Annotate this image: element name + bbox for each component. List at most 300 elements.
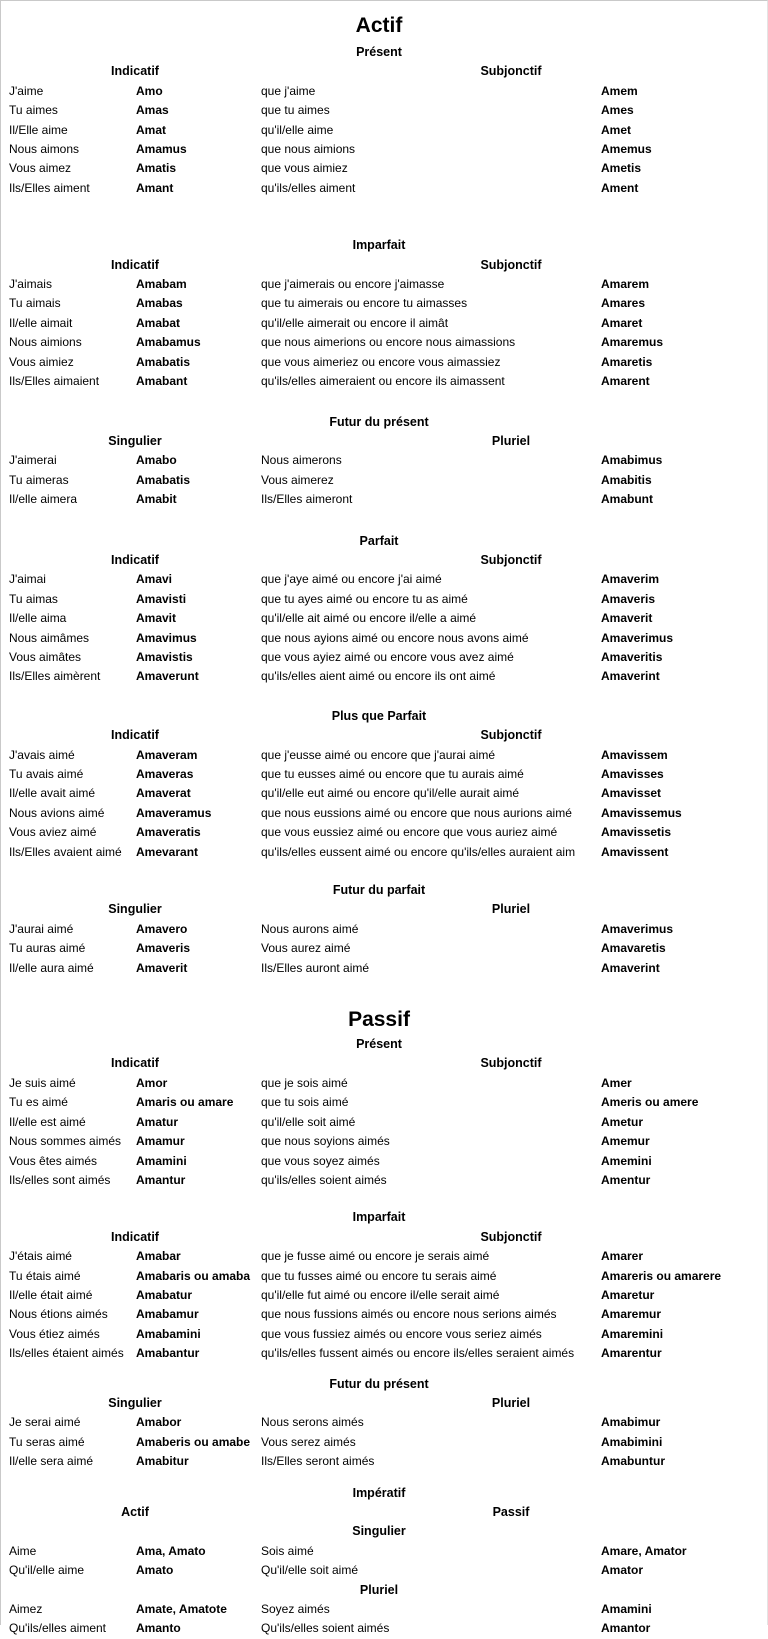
cell-french-right: Vous aimerez — [261, 472, 334, 487]
conjugation-row — [9, 1305, 761, 1324]
cell-latin-right: Amavisses — [601, 767, 664, 781]
cell-latin-right: Amaveris — [601, 591, 656, 606]
tense-title: Parfait — [359, 533, 399, 548]
cell-latin-right: Amare, Amator — [601, 1543, 687, 1558]
cell-latin-left: Amantur — [136, 1172, 186, 1187]
cell-french-left: J'étais aimé — [9, 1249, 72, 1264]
cell-french-right: Ils/Elles auront aimé — [261, 960, 370, 975]
cell-latin-right: Amarent — [601, 374, 650, 389]
conjugation-row — [9, 372, 761, 391]
cell-latin-right: Amemur — [601, 1134, 650, 1149]
cell-french-right: que nous aimions — [261, 142, 356, 157]
cell-french-left: Je serai aimé — [9, 1415, 81, 1430]
cell-latin-right: Amer — [601, 1075, 632, 1090]
cell-french-right: que vous ayiez aimé ou encore vous avez aimé — [261, 649, 514, 664]
cell-latin-left: Amabar — [136, 1249, 181, 1264]
cell-latin-left: Amaveris — [136, 941, 191, 956]
conjugation-row — [9, 490, 761, 509]
cell-latin-right: Amaverimus — [601, 921, 674, 936]
cell-latin-left: Amabitur — [136, 1454, 189, 1469]
cell-french-right: que vous aimeriez ou encore vous aimassiez — [261, 354, 501, 369]
cell-french-right: que j'aimerais ou encore j'aimasse — [261, 277, 445, 292]
cell-french-left: Tu es aimé — [9, 1095, 68, 1110]
cell-french-left: Qu'il/elle aime — [9, 1563, 84, 1578]
cell-french-right: que nous ayions aimé ou encore nous avons aimé — [261, 630, 529, 645]
cell-french-right: qu'ils/elles aient aimé ou encore ils ont aimé — [261, 669, 496, 684]
tense-section — [9, 532, 761, 687]
cell-french-left: Tu avais aimé — [9, 767, 84, 781]
cell-latin-right: Amavissetis — [601, 825, 672, 840]
cell-latin-left: Amabamus — [136, 335, 201, 350]
mood-header-row — [9, 551, 761, 570]
cell-french-right: que vous soyez aimés — [261, 1153, 380, 1168]
cell-french-right: que tu sois aimé — [261, 1095, 349, 1110]
cell-french-left: Je suis aimé — [9, 1075, 76, 1090]
conjugation-row — [9, 333, 761, 352]
cell-french-right: Soyez aimés — [261, 1602, 330, 1617]
cell-french-left: Il/elle avait aimé — [9, 786, 96, 801]
mood-header-right: Pluriel — [491, 902, 531, 917]
cell-latin-left: Amabamur — [136, 1307, 199, 1322]
cell-latin-left: Amo — [136, 83, 163, 98]
cell-french-right: que je fusse aimé ou encore je serais aimé — [261, 1249, 490, 1264]
document-body — [9, 11, 761, 1639]
cell-french-right: Nous aurons aimé — [261, 921, 359, 936]
mood-header-left: Indicatif — [111, 552, 159, 567]
cell-french-left: Nous aimâmes — [9, 630, 90, 645]
conjugation-row — [9, 629, 761, 648]
cell-latin-right: Amaverit — [601, 611, 653, 626]
cell-french-left: Vous aimâtes — [9, 649, 82, 664]
cell-french-right: que nous aimerions ou encore nous aimassions — [261, 335, 516, 350]
cell-latin-right: Amavisset — [601, 786, 662, 801]
conjugation-row — [9, 648, 761, 667]
cell-french-left: Tu seras aimé — [9, 1434, 85, 1449]
mood-header-left: Indicatif — [111, 1056, 159, 1071]
cell-french-right: que nous soyions aimés — [261, 1134, 390, 1149]
number-subheader: Singulier — [352, 1524, 406, 1539]
cell-latin-left: Amevarant — [136, 844, 199, 859]
conjugation-row — [9, 939, 761, 958]
tense-title: Imparfait — [352, 238, 406, 253]
tense-title: Présent — [356, 1037, 402, 1052]
mood-header-left: Indicatif — [111, 728, 159, 743]
conjugation-row — [9, 1132, 761, 1151]
cell-french-left: Vous aviez aimé — [9, 825, 97, 840]
cell-latin-left: Amabatis — [136, 472, 191, 487]
cell-latin-left: Amavisti — [136, 591, 187, 606]
mood-header-row — [9, 1054, 761, 1073]
cell-latin-left: Amate, Amatote — [136, 1602, 227, 1617]
cell-latin-left: Amamur — [136, 1134, 185, 1149]
mood-header-row — [9, 726, 761, 745]
cell-latin-right: Amantor — [601, 1621, 651, 1636]
conjugation-row — [9, 314, 761, 333]
cell-latin-left: Amavit — [136, 611, 177, 626]
cell-french-left: J'aimerai — [9, 453, 57, 468]
cell-french-left: Il/Elle aime — [9, 122, 68, 137]
cell-latin-left: Amabat — [136, 315, 181, 330]
voice-title: Actif — [355, 14, 403, 37]
tense-section — [9, 1035, 761, 1190]
cell-latin-right: Amemus — [601, 142, 652, 157]
cell-french-left: J'aurai aimé — [9, 921, 74, 936]
conjugation-row — [9, 1619, 761, 1638]
cell-latin-left: Amabas — [136, 296, 183, 311]
mood-header-left: Singulier — [108, 902, 162, 917]
cell-latin-left: Amatur — [136, 1114, 179, 1129]
cell-french-left: Tu aimais — [9, 296, 61, 311]
cell-latin-left: Amaverunt — [136, 669, 199, 684]
conjugation-row — [9, 959, 761, 978]
conjugation-row — [9, 1600, 761, 1619]
cell-latin-left: Amavi — [136, 572, 173, 587]
cell-french-left: Nous avions aimé — [9, 805, 105, 820]
cell-latin-right: Amabimus — [601, 453, 663, 468]
cell-latin-left: Amavimus — [136, 630, 197, 645]
cell-latin-right: Amaretis — [601, 354, 653, 369]
cell-french-right: que nous eussions aimé ou encore que nous aurions aimé — [261, 805, 572, 820]
cell-latin-right: Amaveritis — [601, 649, 663, 664]
conjugation-row — [9, 101, 761, 120]
tense-section — [9, 707, 761, 862]
cell-french-right: qu'il/elle fut aimé ou encore il/elle serait aimé — [261, 1287, 500, 1302]
cell-latin-left: Amabamini — [136, 1326, 201, 1341]
tense-section — [9, 236, 761, 391]
mood-header-right: Subjonctif — [480, 64, 542, 79]
cell-latin-left: Amaverat — [136, 786, 191, 801]
conjugation-row — [9, 1433, 761, 1452]
conjugation-row — [9, 1113, 761, 1132]
cell-latin-right: Amavissent — [601, 844, 669, 859]
mood-header-left: Actif — [121, 1505, 149, 1519]
cell-french-right: que j'aye aimé ou encore j'ai aimé — [261, 572, 442, 587]
conjugation-row — [9, 471, 761, 490]
cell-french-left: Tu aimes — [9, 103, 58, 118]
cell-french-right: Sois aimé — [261, 1543, 314, 1558]
mood-header-row — [9, 256, 761, 275]
cell-french-left: Tu aimas — [9, 591, 58, 606]
cell-french-left: J'aimai — [9, 572, 46, 587]
cell-french-right: que vous aimiez — [261, 161, 348, 176]
cell-latin-right: Amemini — [601, 1153, 652, 1168]
cell-french-left: Ils/Elles aiment — [9, 180, 90, 195]
conjugation-row — [9, 121, 761, 140]
cell-latin-left: Amabo — [136, 453, 177, 468]
cell-french-left: Ils/elles sont aimés — [9, 1172, 111, 1187]
cell-latin-left: Amabantur — [136, 1346, 200, 1361]
mood-header-row — [9, 1503, 761, 1522]
mood-header-row — [9, 1394, 761, 1413]
cell-latin-left: Amaveramus — [136, 805, 212, 820]
cell-latin-right: Amamini — [601, 1602, 652, 1617]
cell-french-left: Vous êtes aimés — [9, 1153, 98, 1168]
cell-french-right: Qu'ils/elles soient aimés — [261, 1621, 390, 1636]
cell-latin-left: Amabant — [136, 374, 188, 389]
conjugation-row — [9, 1247, 761, 1266]
cell-latin-right: Amaverint — [601, 960, 660, 975]
cell-french-right: Vous aurez aimé — [261, 941, 351, 956]
cell-french-right: qu'il/elle aime — [261, 122, 334, 137]
mood-header-left: Indicatif — [111, 257, 159, 272]
mood-header-right: Pluriel — [491, 433, 531, 448]
imperative-section — [9, 1484, 761, 1639]
mood-header-row — [9, 432, 761, 451]
cell-french-right: qu'il/elle soit aimé — [261, 1114, 356, 1129]
conjugation-row — [9, 667, 761, 686]
cell-french-left: J'avais aimé — [9, 747, 75, 762]
cell-latin-right: Amaret — [601, 315, 643, 330]
cell-french-left: Vous étiez aimés — [9, 1326, 100, 1341]
conjugation-row — [9, 784, 761, 803]
cell-latin-right: Amareris ou amarere — [601, 1268, 722, 1283]
conjugation-row — [9, 823, 761, 842]
cell-french-left: Nous aimions — [9, 335, 82, 350]
cell-latin-right: Ames — [601, 103, 634, 118]
cell-latin-left: Amamini — [136, 1153, 187, 1168]
cell-latin-left: Amamus — [136, 142, 187, 157]
cell-latin-left: Amaberis ou amabe — [136, 1434, 251, 1449]
cell-french-left: Il/elle aimait — [9, 315, 73, 330]
conjugation-row — [9, 1171, 761, 1190]
cell-french-left: Il/elle aima — [9, 611, 67, 626]
cell-latin-right: Amaverim — [601, 572, 660, 587]
cell-latin-right: Amabimur — [601, 1415, 661, 1430]
voice-title: Passif — [348, 1008, 410, 1032]
cell-latin-left: Amabam — [136, 277, 187, 292]
conjugation-row — [9, 1267, 761, 1286]
mood-header-right: Subjonctif — [480, 257, 542, 272]
cell-latin-left: Amavero — [136, 921, 188, 936]
mood-header-right: Pluriel — [491, 1395, 531, 1410]
cell-latin-right: Amarem — [601, 277, 650, 292]
conjugation-row — [9, 159, 761, 178]
cell-french-right: que vous fussiez aimés ou encore vous seriez aimés — [261, 1326, 542, 1341]
mood-header-right: Passif — [492, 1505, 530, 1519]
cell-latin-right: Amaretur — [601, 1287, 655, 1302]
cell-french-right: que j'eusse aimé ou encore que j'aurai aimé — [261, 747, 496, 762]
conjugation-row — [9, 1452, 761, 1471]
cell-latin-left: Amanto — [136, 1621, 181, 1636]
conjugation-row — [9, 1152, 761, 1171]
cell-latin-left: Amaveram — [136, 747, 198, 762]
conjugation-row — [9, 1344, 761, 1363]
mood-header-row — [9, 900, 761, 919]
mood-header-left: Indicatif — [111, 64, 159, 79]
conjugation-row — [9, 294, 761, 313]
mood-header-right: Subjonctif — [480, 552, 542, 567]
cell-latin-right: Amavissemus — [601, 805, 682, 820]
cell-latin-left: Amant — [136, 180, 174, 195]
cell-latin-right: Amaremur — [601, 1307, 662, 1322]
cell-french-left: Aimez — [9, 1602, 43, 1617]
tense-title: Futur du présent — [329, 1376, 429, 1391]
cell-french-right: que tu aimes — [261, 103, 330, 118]
cell-latin-left: Ama, Amato — [136, 1543, 206, 1558]
cell-french-right: Vous serez aimés — [261, 1434, 356, 1449]
conjugation-row — [9, 1561, 761, 1580]
conjugation-row — [9, 765, 761, 784]
conjugation-row — [9, 746, 761, 765]
cell-french-left: Nous sommes aimés — [9, 1134, 122, 1149]
cell-latin-right: Ament — [601, 180, 639, 195]
conjugation-row — [9, 451, 761, 470]
conjugation-row — [9, 804, 761, 823]
conjugation-row — [9, 570, 761, 589]
tense-title: Plus que Parfait — [331, 708, 427, 723]
cell-french-left: Tu auras aimé — [9, 941, 86, 956]
tense-section — [9, 1208, 761, 1363]
conjugation-row — [9, 590, 761, 609]
cell-french-right: qu'ils/elles aimeraient ou encore ils aimassent — [261, 374, 505, 389]
cell-french-left: Il/elle est aimé — [9, 1114, 86, 1129]
conjugation-row — [9, 275, 761, 294]
cell-french-left: Tu étais aimé — [9, 1268, 81, 1283]
cell-french-left: Ils/Elles aimaient — [9, 374, 100, 389]
mood-header-left: Indicatif — [111, 1229, 159, 1244]
conjugation-row — [9, 353, 761, 372]
mood-header-row — [9, 62, 761, 81]
conjugation-row — [9, 82, 761, 101]
cell-latin-right: Amabuntur — [601, 1454, 665, 1469]
cell-latin-left: Amaverit — [136, 960, 188, 975]
cell-french-left: J'aime — [9, 83, 44, 98]
tense-section — [9, 1375, 761, 1472]
cell-french-right: qu'ils/elles fussent aimés ou encore ils/elles seraient aimés — [261, 1346, 575, 1361]
tense-title: Imparfait — [352, 1210, 406, 1225]
cell-french-right: que tu aimerais ou encore tu aimasses — [261, 296, 468, 311]
cell-latin-right: Ameris ou amere — [601, 1095, 699, 1110]
cell-latin-left: Amas — [136, 103, 169, 118]
cell-french-left: J'aimais — [9, 277, 52, 292]
conjugation-row — [9, 609, 761, 628]
cell-latin-right: Ametur — [601, 1114, 644, 1129]
cell-french-left: Il/elle aimera — [9, 492, 78, 507]
cell-latin-right: Amarer — [601, 1249, 644, 1264]
cell-latin-left: Amabor — [136, 1415, 182, 1430]
conjugation-row — [9, 1413, 761, 1432]
mood-header-right: Subjonctif — [480, 1056, 542, 1071]
cell-french-right: Ils/Elles seront aimés — [261, 1454, 375, 1469]
conjugation-row — [9, 920, 761, 939]
tense-title: Impératif — [352, 1485, 406, 1500]
cell-french-right: que j'aime — [261, 83, 316, 98]
cell-french-left: Vous aimiez — [9, 354, 74, 369]
cell-french-right: que tu eusses aimé ou encore que tu aurais aimé — [261, 767, 524, 781]
cell-french-right: Nous serons aimés — [261, 1415, 364, 1430]
conjugation-row — [9, 140, 761, 159]
cell-french-left: Ils/elles étaient aimés — [9, 1346, 124, 1361]
tense-section — [9, 881, 761, 978]
cell-french-right: Ils/Elles aimeront — [261, 492, 353, 507]
cell-latin-right: Amator — [601, 1563, 644, 1578]
tense-title: Futur du présent — [329, 414, 429, 429]
cell-latin-left: Amaris ou amare — [136, 1095, 234, 1110]
cell-french-right: qu'ils/elles aiment — [261, 180, 356, 195]
cell-latin-left: Amatis — [136, 161, 177, 176]
mood-header-row — [9, 1228, 761, 1247]
cell-french-right: qu'ils/elles soient aimés — [261, 1172, 387, 1187]
mood-header-left: Singulier — [108, 433, 162, 448]
cell-latin-right: Amaremini — [601, 1326, 664, 1341]
cell-french-left: Nous étions aimés — [9, 1307, 108, 1322]
cell-latin-left: Amabatur — [136, 1287, 193, 1302]
cell-french-left: Aime — [9, 1543, 37, 1558]
cell-latin-left: Amaveratis — [136, 825, 201, 840]
cell-latin-left: Amor — [136, 1075, 168, 1090]
cell-french-left: Il/elle sera aimé — [9, 1454, 94, 1469]
cell-latin-left: Amat — [136, 122, 167, 137]
cell-french-right: Qu'il/elle soit aimé — [261, 1563, 358, 1578]
cell-latin-right: Amarentur — [601, 1346, 662, 1361]
cell-latin-right: Amabitis — [601, 472, 652, 487]
cell-latin-left: Amaveras — [136, 767, 194, 781]
number-subheader: Pluriel — [359, 1582, 399, 1597]
conjugation-row — [9, 179, 761, 198]
tense-section — [9, 413, 761, 510]
cell-latin-right: Amaverimus — [601, 630, 674, 645]
tense-section — [9, 43, 761, 198]
cell-french-right: que nous fussions aimés ou encore nous serions aimés — [261, 1307, 557, 1322]
conjugation-row — [9, 1093, 761, 1112]
cell-latin-right: Amentur — [601, 1172, 651, 1187]
cell-latin-right: Amabunt — [601, 492, 653, 507]
cell-latin-right: Amavissem — [601, 747, 668, 762]
cell-latin-right: Amaremus — [601, 335, 664, 350]
cell-french-right: que vous eussiez aimé ou encore que vous auriez aimé — [261, 825, 558, 840]
cell-french-left: Il/elle aura aimé — [9, 960, 94, 975]
conjugation-row — [9, 1542, 761, 1561]
cell-french-right: que je sois aimé — [261, 1075, 348, 1090]
cell-french-right: que tu ayes aimé ou encore tu as aimé — [261, 591, 468, 606]
cell-french-left: Il/elle était aimé — [9, 1287, 93, 1302]
cell-latin-right: Amaverint — [601, 669, 660, 684]
tense-title: Présent — [356, 45, 402, 59]
cell-french-left: Nous aimons — [9, 142, 80, 157]
latin-conjugation-document — [1, 1, 768, 1639]
cell-french-right: Nous aimerons — [261, 453, 342, 468]
tense-title: Futur du parfait — [332, 883, 426, 898]
cell-latin-right: Amabimini — [601, 1434, 663, 1449]
cell-latin-left: Amavistis — [136, 649, 193, 664]
cell-french-left: Tu aimeras — [9, 472, 69, 487]
conjugation-row — [9, 1286, 761, 1305]
cell-latin-left: Amato — [136, 1563, 174, 1578]
cell-latin-right: Amem — [601, 83, 638, 98]
mood-header-left: Singulier — [108, 1395, 162, 1410]
cell-french-right: qu'il/elle ait aimé ou encore il/elle a aimé — [261, 611, 477, 626]
cell-latin-left: Amabit — [136, 492, 177, 507]
cell-french-right: que tu fusses aimé ou encore tu serais aimé — [261, 1268, 497, 1283]
conjugation-row — [9, 843, 761, 862]
cell-french-left: Vous aimez — [9, 161, 72, 176]
cell-french-right: qu'il/elle eut aimé ou encore qu'il/elle aurait aimé — [261, 786, 520, 801]
cell-latin-right: Amares — [601, 296, 646, 311]
cell-french-left: Ils/Elles avaient aimé — [9, 844, 122, 859]
cell-french-right: qu'ils/elles eussent aimé ou encore qu'ils/elles auraient aim — [261, 844, 576, 859]
cell-latin-right: Ametis — [601, 161, 642, 176]
cell-french-left: Ils/Elles aimèrent — [9, 669, 101, 684]
cell-latin-left: Amabaris ou amaba — [136, 1268, 251, 1283]
conjugation-row — [9, 1074, 761, 1093]
cell-french-right: qu'il/elle aimerait ou encore il aimât — [261, 315, 449, 330]
mood-header-right: Subjonctif — [480, 728, 542, 743]
cell-latin-left: Amabatis — [136, 354, 191, 369]
cell-latin-right: Amavaretis — [601, 941, 666, 956]
mood-header-right: Subjonctif — [480, 1229, 542, 1244]
cell-french-left: Qu'ils/elles aiment — [9, 1621, 106, 1636]
conjugation-row — [9, 1325, 761, 1344]
